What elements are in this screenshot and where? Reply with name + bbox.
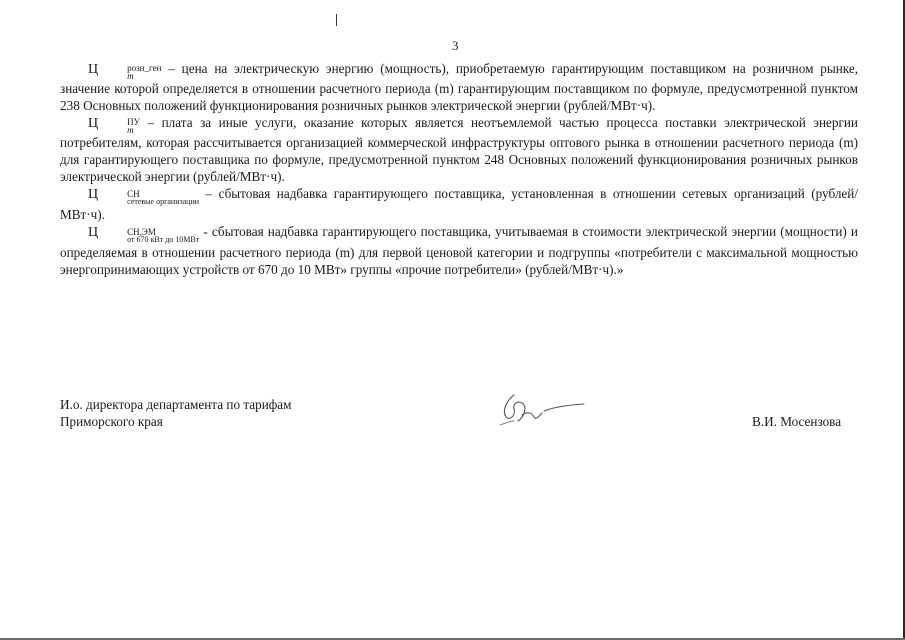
page-number: 3 xyxy=(452,38,459,53)
formula-symbol: Ц xyxy=(88,225,99,240)
formula-subscript: от 670 кВт до 10МВт xyxy=(127,235,200,244)
definition-text: – плата за иные услуги, оказание которых является неотъемлемой частью процесса поставки электрической энергии потребителям, которая рассчитывается организацией коммерческой инфраструктуры оптового рынка в отношении расчетного периода (m) для гарантирующего поставщика по формуле, предусмотренной пунктом 248 Основных положений функционирования розничных рынков электрической энергии (рублей/МВт·ч). xyxy=(60,115,858,184)
signatory-title-line: И.о. директора департамента по тарифам xyxy=(60,397,292,412)
formula-symbol: Ц xyxy=(88,187,99,202)
formula-symbol: Ц xyxy=(88,116,99,131)
formula-subscript: m xyxy=(127,71,134,81)
formula-superscript: розн_ген xyxy=(127,63,162,73)
formula-superscript: ПУ xyxy=(127,117,140,127)
formula-subscript: сетевые организации xyxy=(127,197,200,206)
signatory-title-line: Приморского края xyxy=(60,414,163,429)
signatory-name: В.И. Мосензова xyxy=(752,414,842,429)
definition-paragraph xyxy=(60,185,858,223)
formula-subscript: m xyxy=(127,125,134,135)
formula-indices xyxy=(99,190,199,206)
definition-text: – цена на электрическую энергию (мощность), приобретаемую гарантирующим поставщиком на розничном рынке, значение которой определяется в отношении расчетного периода (m) гарантирующим поставщиком по формуле, предусмотренной пунктом 238 Основных положений функционирования розничных рынков электрической энергии (рублей/МВт·ч). xyxy=(60,61,858,113)
handwritten-signature xyxy=(492,385,587,433)
document-body xyxy=(60,60,858,278)
definition-paragraph xyxy=(60,114,858,185)
definition-text: - сбытовая надбавка гарантирующего поставщика, учитываемая в стоимости электрической энергии (мощности) и определяемая в отношении расчетного периода (m) для первой ценовой категории и подгруппы «потребители с максимальной мощностью энергопринимающих устройств от 670 до 10 МВт» группы «прочие потребители» (рублей/МВт·ч).» xyxy=(60,224,858,277)
formula-superscript: СН,ЭМ xyxy=(127,227,156,237)
formula-symbol: Ц xyxy=(88,62,99,77)
signatory-title xyxy=(60,396,292,430)
definition-paragraph xyxy=(60,223,858,278)
scan-mark xyxy=(336,14,337,26)
formula-indices xyxy=(99,118,140,134)
definition-text: – сбытовая надбавка гарантирующего поставщика, установленная в отношении сетевых организаций (рублей/МВт·ч). xyxy=(60,186,858,222)
definition-paragraph xyxy=(60,60,858,114)
formula-superscript: СН xyxy=(127,189,140,199)
formula-indices xyxy=(99,228,199,244)
formula-indices xyxy=(99,64,161,80)
